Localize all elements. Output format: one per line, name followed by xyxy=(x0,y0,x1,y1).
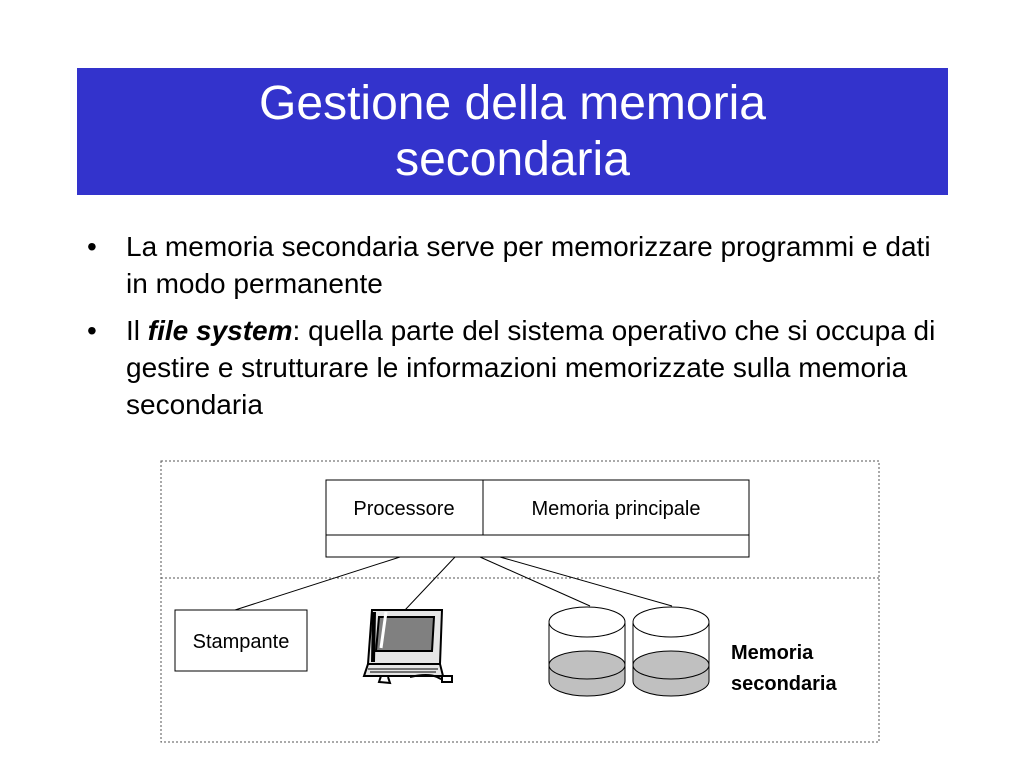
printer-connection xyxy=(235,557,400,610)
bullet-prefix: Il xyxy=(126,315,148,346)
disk-1-connection xyxy=(480,557,590,606)
disk-cylinder-icon xyxy=(633,607,709,696)
printer-label: Stampante xyxy=(192,631,290,653)
processor-label: Processore xyxy=(353,498,455,520)
disk-2-connection xyxy=(500,557,672,606)
file-system-term: file system xyxy=(147,315,293,346)
disk-cylinder-icon xyxy=(549,607,625,696)
slide-title-line-2: secondaria xyxy=(395,132,630,186)
bullet-marker: • xyxy=(87,315,97,346)
bullet-marker: • xyxy=(87,231,97,262)
main-memory-label: Memoria principale xyxy=(531,498,701,520)
bullet-text-memory: La memoria secondaria serve per memorizzare programmi e dati in modo permanente xyxy=(126,231,931,299)
secondary-memory-label-line-1: Memoria xyxy=(731,642,814,664)
slide-title-line-1: Gestione della memoria xyxy=(259,76,766,130)
secondary-memory-label-line-2: secondaria xyxy=(731,673,837,695)
bullet-text-file-system: : quella parte del sistema operativo che si occupa di gestire e strutturare le informazioni memorizzate sulla memoria secondaria xyxy=(126,315,936,420)
terminal-connection xyxy=(405,557,455,610)
computer-terminal-icon xyxy=(364,610,452,683)
